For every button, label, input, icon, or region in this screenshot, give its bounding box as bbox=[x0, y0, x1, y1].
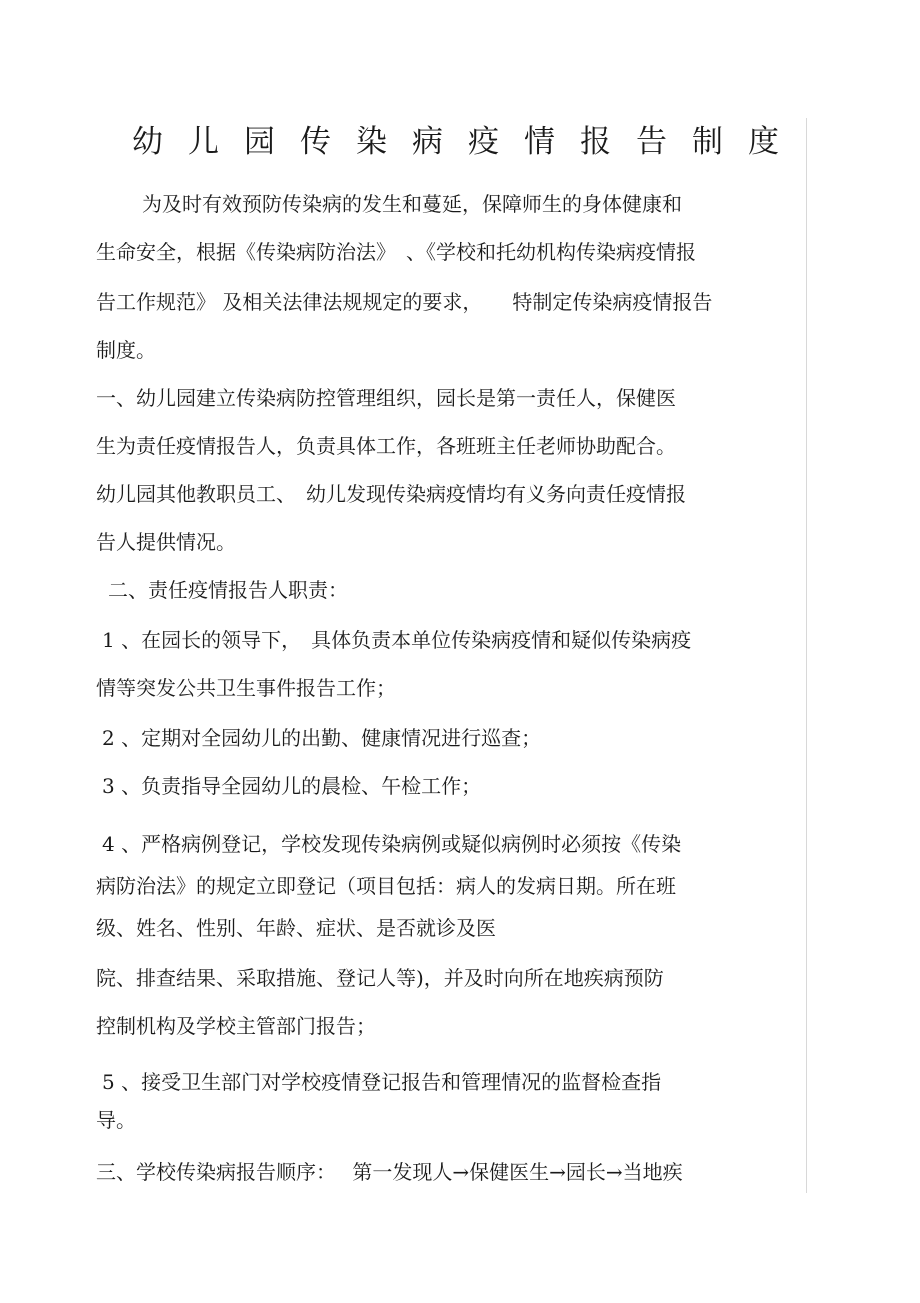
paragraph-line: 制度。 bbox=[96, 338, 156, 362]
list-item-line: 5 、接受卫生部门对学校疫情登记报告和管理情况的监督检查指 bbox=[102, 1070, 662, 1094]
list-item-line: 病防治法》的规定立即登记（项目包括：病人的发病日期。所在班 bbox=[96, 874, 676, 898]
list-item-line: 2 、定期对全园幼儿的出勤、健康情况进行巡查； bbox=[102, 726, 542, 750]
document-title: 幼儿园传染病疫情报告制度 bbox=[132, 124, 804, 160]
list-item-line: 院、排查结果、采取措施、登记人等)，并及时向所在地疾病预防 bbox=[96, 966, 664, 990]
list-item-line: 控制机构及学校主管部门报告； bbox=[96, 1014, 376, 1038]
list-item-line: 3 、负责指导全园幼儿的晨检、午检工作； bbox=[102, 774, 482, 798]
section-heading: 二、责任疫情报告人职责： bbox=[108, 578, 348, 602]
paragraph-line: 为及时有效预防传染病的发生和蔓延，保障师生的身体健康和 bbox=[142, 192, 682, 216]
section-heading: 三、学校传染病报告顺序： 第一发现人→保健医生→园长→当地疾 bbox=[96, 1160, 683, 1184]
list-item-line: 4 、严格病例登记，学校发现传染病例或疑似病例时必须按《传染 bbox=[102, 832, 682, 856]
page-right-edge bbox=[806, 118, 807, 1193]
paragraph-line: 生为责任疫情报告人，负责具体工作，各班班主任老师协助配合。 bbox=[96, 434, 676, 458]
paragraph-line: 生命安全，根据《传染病防治法》 、《学校和托幼机构传染病疫情报 bbox=[96, 240, 696, 264]
list-item-line: 1 、在园长的领导下， 具体负责本单位传染病疫情和疑似传染病疫 bbox=[102, 628, 692, 652]
list-item-line: 级、姓名、性别、年龄、症状、是否就诊及医 bbox=[96, 916, 496, 940]
list-item-line: 情等突发公共卫生事件报告工作； bbox=[96, 676, 396, 700]
paragraph-line: 告工作规范》 及相关法律法规规定的要求， 特制定传染病疫情报告 bbox=[96, 290, 713, 314]
paragraph-line: 幼儿园其他教职员工、 幼儿发现传染病疫情均有义务向责任疫情报 bbox=[96, 482, 686, 506]
list-item-line: 导。 bbox=[96, 1108, 136, 1132]
paragraph-line: 一、幼儿园建立传染病防控管理组织，园长是第一责任人，保健医 bbox=[96, 386, 676, 410]
paragraph-line: 告人提供情况。 bbox=[96, 530, 236, 554]
